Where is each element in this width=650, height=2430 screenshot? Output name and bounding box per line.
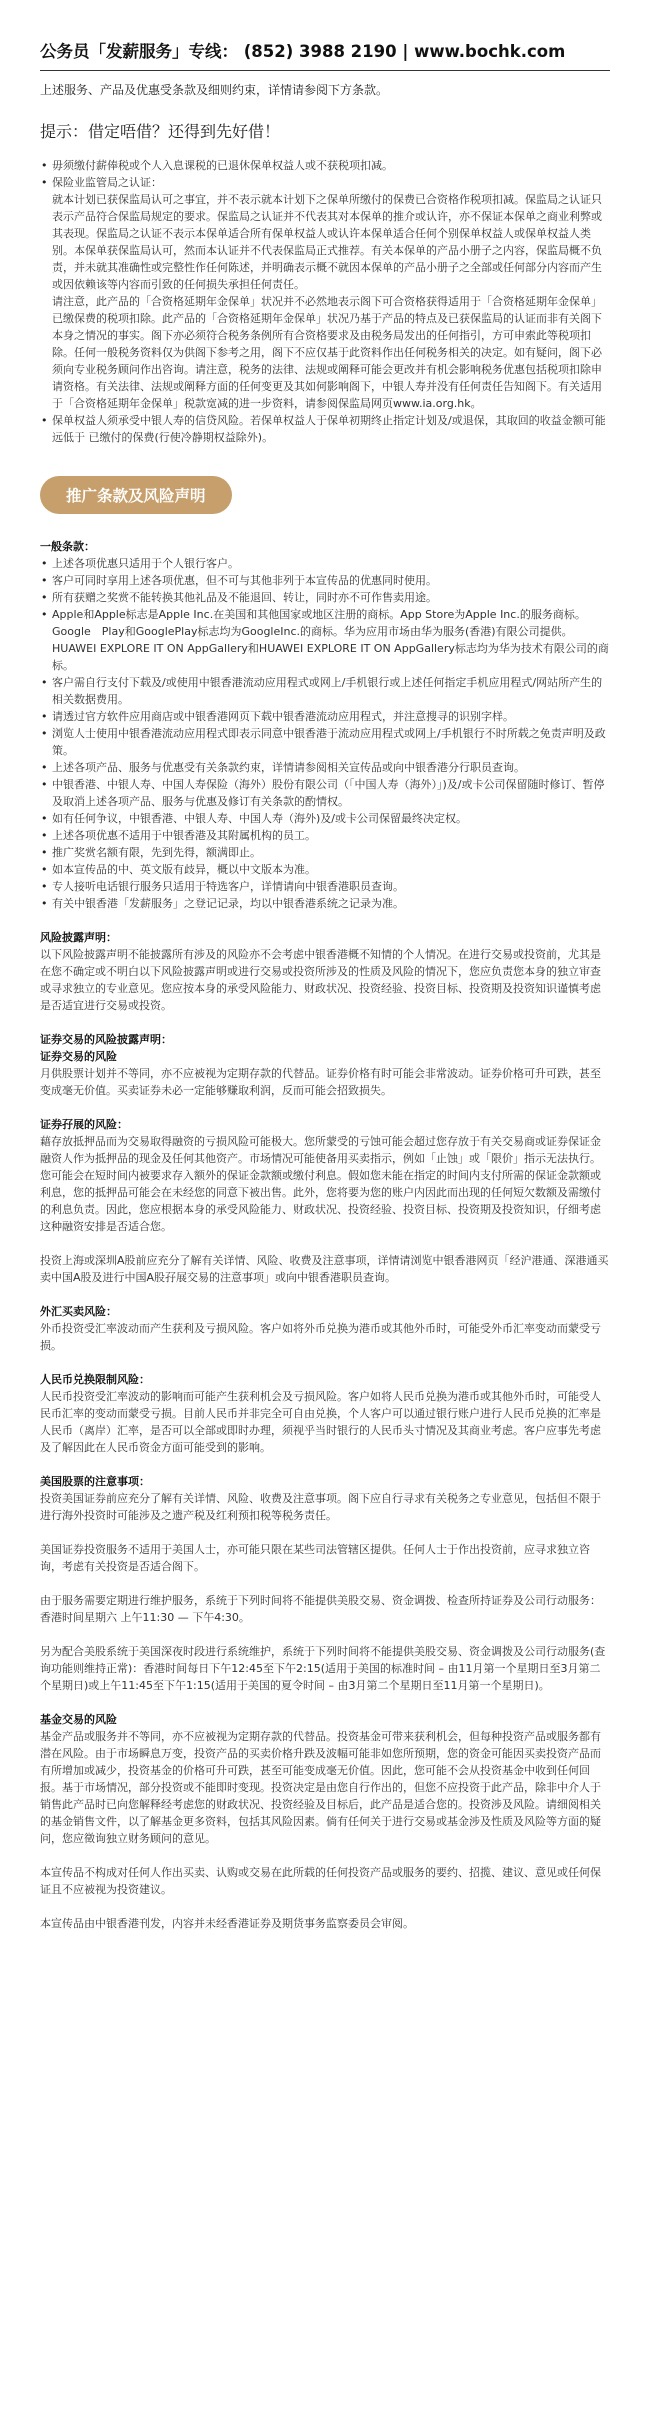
general-terms-list (40, 555, 610, 912)
rmb-risk-title: 人民币兑换限制风险： (40, 1373, 150, 1386)
list-item: • 保单权益人须承受中银人寿的信贷风险。若保单权益人于保单初期终止指定计划及/或退保，其取回的收益金额可能远低于 已缴付的保费(行使冷静期权益除外)。 (52, 412, 610, 446)
list-item-label: 保险业监管局之认证： (52, 176, 162, 189)
list-item: • 专人接听电话银行服务只适用于特选客户，详情请向中银香港职员查询。 (52, 878, 610, 895)
securities-risk-title: 证券交易的风险披露声明： (40, 1033, 172, 1046)
terms-intro: 上述服务、产品及优惠受条款及细则约束，详情请参阅下方条款。 (40, 83, 389, 97)
us-stock-body: 投资美国证券前应充分了解有关详情、风险、收费及注意事项。阁下应自行寻求有关税务之专业意见，包括但不限于进行海外投资时可能涉及之遗产税及红利预扣税等税务责任。 (40, 1492, 601, 1522)
list-item: • 有关中银香港「发薪服务」之登记记录，均以中银香港系统之记录为准。 (52, 895, 610, 912)
us-stock-maintenance: 由于服务需要定期进行维护服务，系统于下列时间将不能提供美股交易、资金调拨、检查所持证券及公司行动服务：香港时间星期六 上午11:30 — 下午4:30。 (40, 1594, 601, 1624)
securities-risk-body: 月供股票计划并不等同，亦不应被视为定期存款的代替品。证券价格有时可能会非常波动。证券价格可升可跌，甚至变成毫无价值。买卖证券未必一定能够赚取利润，反而可能会招致损失。 (40, 1067, 601, 1097)
list-item: • 毋须缴付薪俸税或个人入息课税的已退休保单权益人或不获税项扣减。 (52, 157, 610, 174)
borrowing-slogan: 提示：借定唔借？还得到先好借！ (40, 122, 281, 141)
us-stock-title: 美国股票的注意事项： (40, 1475, 150, 1488)
list-item: • 推广奖赏名额有限，先到先得，额满即止。 (52, 844, 610, 861)
list-item: • 浏览人士使用中银香港流动应用程式即表示同意中银香港于流动应用程式或网上/手机银行不时所载之免责声明及政策。 (52, 725, 610, 759)
rmb-risk-body: 人民币投资受汇率波动的影响而可能产生获利机会及亏损风险。客户如将人民币兑换为港币或其他外币时，可能受人民币汇率的变动而蒙受亏损。目前人民币并非完全可自由兑换，个人客户可以通过银行账户进行人民币兑换的汇率是人民币（离岸）汇率，是否可以全部或即时办理，须视乎当时银行的人民币头寸情况及其商业考虑。客户应事先考虑及了解因此在人民币资金方面可能受到的影响。 (40, 1390, 601, 1454)
terms-risk-banner: 推广条款及风险声明 (40, 476, 232, 514)
list-item: • 请透过官方软件应用商店或中银香港网页下载中银香港流动应用程式，并注意搜寻的识别字样。 (52, 708, 610, 725)
disclaimer-paragraph: 本宣传品不构成对任何人作出买卖、认购或交易在此所载的任何投资产品或服务的要约、招揽、建议、意见或任何保证且不应被视为投资建议。 (40, 1866, 601, 1896)
list-item: • 上述各项优惠不适用于中银香港及其附属机构的员工。 (52, 827, 610, 844)
risk-disclosure-body: 以下风险披露声明不能披露所有涉及的风险亦不会考虑中银香港概不知情的个人情况。在进行交易或投资前，尤其是在您不确定或不明白以下风险披露声明或进行交易或投资所涉及的性质及风险的情况下，您应负责您本身的独立审查或寻求独立的专业意见。您应按本身的承受风险能力、财政状况、投资经验、投资目标、投资期及投资知识谨慎考虑是否适宜进行交易或投资。 (40, 948, 601, 1012)
risk-disclosure-title: 风险披露声明： (40, 931, 117, 944)
fund-risk-title: 基金交易的风险 (40, 1713, 117, 1726)
publisher-notice: 本宣传品由中银香港刊发，内容并未经香港证券及期货事务监察委员会审阅。 (40, 1917, 414, 1930)
list-item: • 所有获赠之奖赏不能转换其他礼品及不能退回、转让，同时亦不可作售卖用途。 (52, 589, 610, 606)
header-divider (40, 70, 610, 71)
margin-risk-body: 藉存放抵押品而为交易取得融资的亏损风险可能极大。您所蒙受的亏蚀可能会超过您存放于有关交易商或证券保证金融资人作为抵押品的现金及任何其他资产。市场情况可能使备用买卖指示，例如「止蚀」或「限价」指示无法执行。您可能会在短时间内被要求存入额外的保证金款额或缴付利息。假如您未能在指定的时间内支付所需的保证金款额或利息，您的抵押品可能会在未经您的同意下被出售。此外，您将要为您的账户内因此而出现的任何短欠数额及需缴付的利息负责。因此，您应根据本身的承受风险能力、财政状况、投资经验、投资目标、投资期及投资知识，仔细考虑这种融资安排是否适合您。 (40, 1135, 601, 1233)
list-item: • 上述各项优惠只适用于个人银行客户。 (52, 555, 610, 572)
insurance-list (40, 157, 610, 446)
list-item: • 客户可同时享用上述各项优惠，但不可与其他非列于本宣传品的优惠同时使用。 (52, 572, 610, 589)
fx-risk-body: 外币投资受汇率波动而产生获利及亏损风险。客户如将外币兑换为港币或其他外币时，可能受外币汇率变动而蒙受亏损。 (40, 1322, 601, 1352)
fund-risk-body: 基金产品或服务并不等同，亦不应被视为定期存款的代替品。投资基金可带来获利机会，但每种投资产品或服务都有潜在风险。由于市场瞬息万变，投资产品的买卖价格升跌及波幅可能非如您所预期，您的资金可能因买卖投资产品而有所增加或减少，投资基金的价格可升可跌，甚至可能变成毫无价值。因此，您可能不会从投资基金中收到任何回报。基于市场情况，部分投资或不能即时变现。投资决定是由您自行作出的，但您不应投资于此产品，除非中介人于销售此产品时已向您解释经考虑您的财政状况、投资经验及目标后，此产品是适合您的。投资涉及风险。请细阅相关的基金销售文件，以了解基金更多资料，包括其风险因素。倘有任何关于进行交易或基金涉及性质及风险等方面的疑问，您应徵询独立财务顾问的意见。 (40, 1730, 601, 1845)
list-item: • 上述各项产品、服务与优惠受有关条款约束，详情请参阅相关宣传品或向中银香港分行职员查询。 (52, 759, 610, 776)
list-item: • Apple和Apple标志是Apple Inc.在美国和其他国家或地区注册的商标。App Store为Apple Inc.的服务商标。Google Play和GooglePlay标志均为GoogleInc.的商标。华为应用市场由华为服务(香港)有限公司提供。HUAWEI EXPLORE IT ON AppGallery和HUAWEI EXPLORE IT ON AppGallery标志均为华为技术有限公司的商标。 (52, 606, 610, 674)
stock-connect-notice: 投资上海或深圳A股前应充分了解有关详情、风险、收费及注意事项，详情请浏览中银香港网页「经沪港通、深港通买卖中国A股及进行中国A股孖展交易的注意事项」或向中银香港职员查询。 (40, 1254, 609, 1284)
securities-risk-subtitle: 证券交易的风险 (40, 1050, 117, 1063)
fx-risk-title: 外汇买卖风险： (40, 1305, 117, 1318)
list-item: • 如有任何争议，中银香港、中银人寿、中国人寿（海外)及/或卡公司保留最终决定权。 (52, 810, 610, 827)
list-item: • 客户需自行支付下载及/或使用中银香港流动应用程式或网上/手机银行或上述任何指定手机应用程式/网站所产生的相关数据费用。 (52, 674, 610, 708)
hotline-header: 公务员「发薪服务」专线： (852) 3988 2190 | www.bochk.com (40, 42, 566, 61)
list-item: • 如本宣传品的中、英文版有歧异，概以中文版本为准。 (52, 861, 610, 878)
margin-risk-title: 证券孖展的风险： (40, 1118, 128, 1131)
general-terms-title: 一般条款： (40, 540, 95, 553)
list-item (52, 174, 610, 412)
insurance-detail-paragraph: 请注意，此产品的「合资格延期年金保单」状况并不必然地表示阁下可合资格获得适用于「合资格延期年金保单」已缴保费的税项扣除。此产品的「合资格延期年金保单」状况乃基于产品的特点及已获保监局的认证而非有关阁下本身之情况的事实。阁下亦必须符合税务条例所有合资格要求及由税务局发出的任何指引，方可申索此等税项扣除。任何一般税务资料仅为供阁下参考之用，阁下不应仅基于此资料作出任何税务相关的决定。如有疑问，阁下必须向专业税务顾问作出咨询。请注意，税务的法律、法规或阐释可能会更改并有机会影响税务优惠包括税项扣除申请资格。有关法律、法规或阐释方面的任何变更及其如何影响阁下，中银人寿并没有任何责任告知阁下。有关适用于「合资格延期年金保单」税款宽减的进一步资料，请参阅保监局网页www.ia.org.hk。 (52, 295, 602, 410)
list-item: • 中银香港、中银人寿、中国人寿保险（海外）股份有限公司（「中国人寿（海外）」)及/或卡公司保留随时修订、暂停及取消上述各项产品、服务与优惠及修订有关条款的酌情权。 (52, 776, 610, 810)
insurance-detail-paragraph: 就本计划已获保监局认可之事宜，并不表示就本计划下之保单所缴付的保费已合资格作税项扣减。保监局之认证只表示产品符合保监局规定的要求。保监局之认证并不代表其对本保单的推介或认许，亦不保证本保单之商业利弊或其表现。保监局之认证不表示本保单适合所有保单权益人或认许本保单适合任何个别保单权益人或保单权益人类别。本保单获保监局认可，然而本认证并不代表保监局正式推荐。有关本保单的产品小册子之内容，保监局概不负责，并未就其准确性或完整性作任何陈述，并明确表示概不就因本保单的产品小册子之全部或任何部分内容而产生或因依赖该等内容而引致的任何损失承担任何责任。 (52, 193, 602, 291)
us-stock-maintenance: 另为配合美股系统于美国深夜时段进行系统维护，系统于下列时间将不能提供美股交易、资金调拨及公司行动服务(查询功能则维持正常)：香港时间每日下午12:45至下午2:15(适用于美国的标准时间 – 由11月第一个星期日至3月第二个星期日)或上午11:45至下午1:15(适用于美国的夏令时间 – 由3月第二个星期日至11月第一个星期日)。 (40, 1645, 606, 1692)
us-stock-body: 美国证券投资服务不适用于美国人士，亦可能只限在某些司法管辖区提供。任何人士于作出投资前，应寻求独立咨询，考虑有关投资是否适合阁下。 (40, 1543, 590, 1573)
